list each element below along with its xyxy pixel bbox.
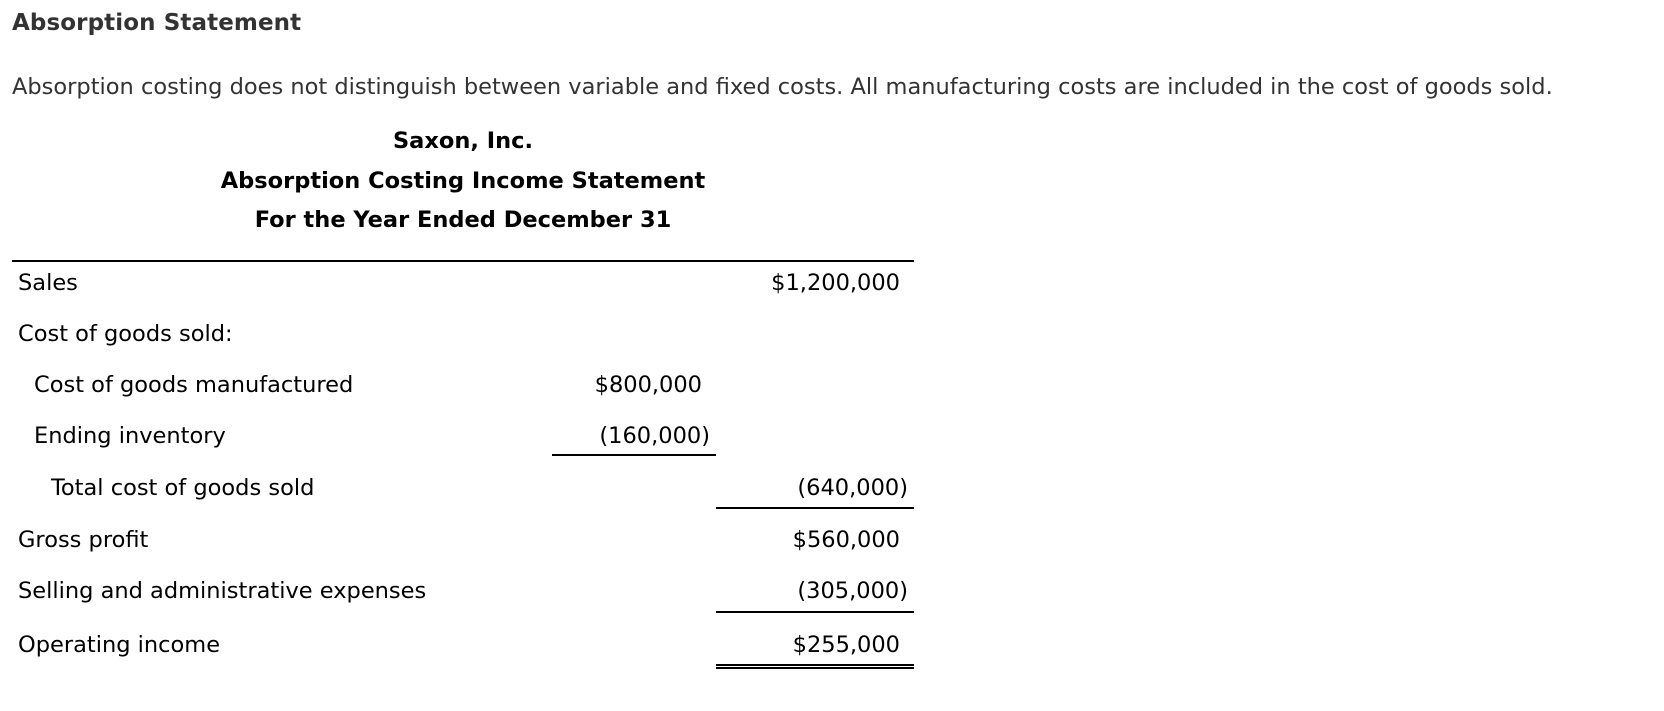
ending-inventory-amount: (160,000): [599, 423, 710, 449]
amount-cell: [716, 467, 914, 509]
row-label-sales: Sales: [18, 270, 78, 296]
row-label-gross-profit: Gross profit: [18, 527, 149, 553]
statement-period: For the Year Ended December 31: [254, 207, 672, 233]
gross-profit-amount: $560,000: [792, 527, 900, 553]
statement-row: [12, 570, 914, 610]
row-label-cost-of-goods-sold: Cost of goods sold:: [18, 321, 233, 347]
amount-cell: [552, 364, 716, 404]
statement-title: Absorption Costing Income Statement: [220, 168, 706, 194]
statement-row: [12, 519, 914, 559]
section-title: Absorption Statement: [12, 10, 302, 36]
statement-row: [12, 364, 914, 404]
row-label-ending-inventory: Ending inventory: [34, 423, 226, 449]
amount-cell: [716, 262, 914, 302]
sales-amount: $1,200,000: [771, 270, 900, 296]
statement-row: [12, 624, 914, 664]
statement-row: [12, 313, 914, 353]
row-label-cost-of-goods-manufactured: Cost of goods manufactured: [34, 372, 354, 398]
amount-cell: [716, 570, 914, 613]
total-cost-of-goods-sold-amount: (640,000): [797, 475, 908, 501]
amount-cell: [716, 519, 914, 559]
statement-row: [12, 415, 914, 455]
statement-row: [12, 262, 914, 302]
cost-of-goods-manufactured-amount: $800,000: [594, 372, 702, 398]
row-label-total-cost-of-goods-sold: Total cost of goods sold: [51, 475, 315, 501]
row-label-selling-and-administrative-expenses: Selling and administrative expenses: [18, 578, 427, 604]
company-name: Saxon, Inc.: [392, 128, 534, 154]
row-label-operating-income: Operating income: [18, 632, 221, 658]
intro-paragraph: Absorption costing does not distinguish between variable and fixed costs. All manufacturing costs are included in the cost of goods sold.: [12, 74, 1553, 100]
amount-cell: [716, 624, 914, 669]
amount-cell: [552, 415, 716, 456]
operating-income-amount: $255,000: [792, 632, 900, 658]
selling-and-administrative-expenses-amount: (305,000): [797, 578, 908, 604]
statement-row: [12, 467, 914, 507]
